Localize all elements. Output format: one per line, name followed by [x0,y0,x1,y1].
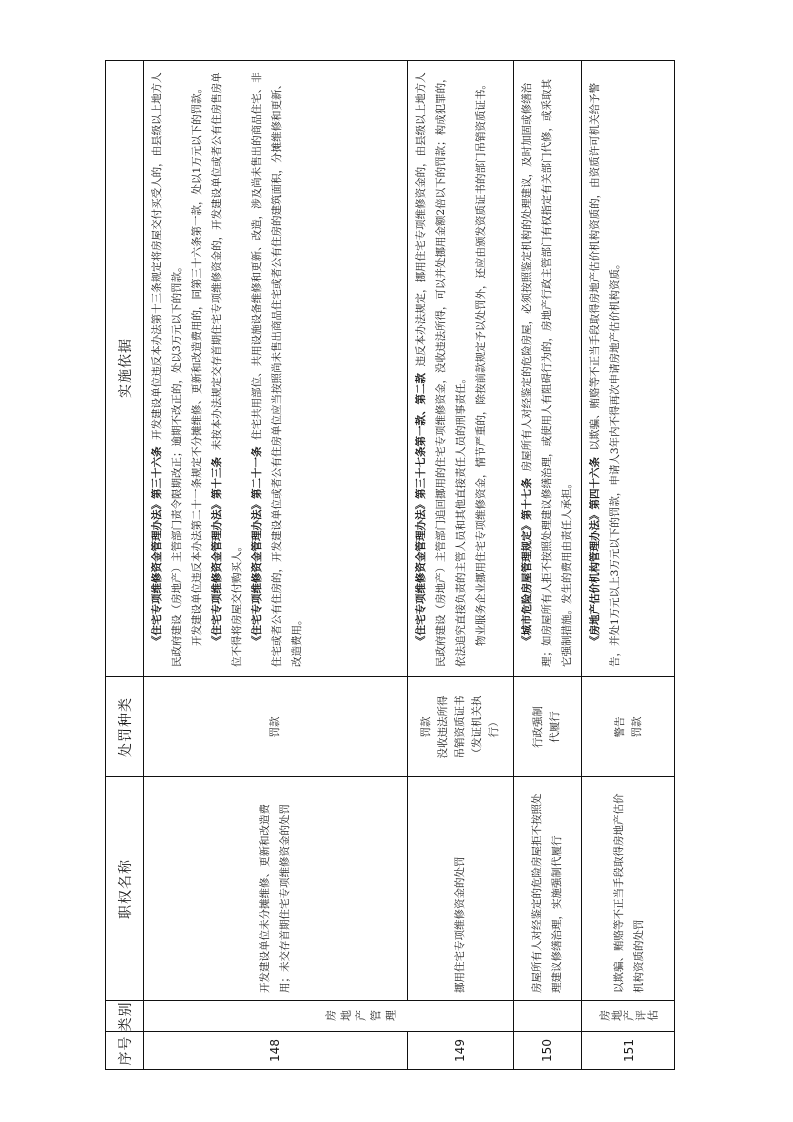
penalty-item: 罚款 [419,716,432,738]
header-basis: 实施依据 [117,338,134,398]
penalty-item: 吊销资质证书 [453,695,466,759]
row-148-name [143,777,407,1001]
row-151-category: 房地产评估 [598,1009,659,1023]
basis-paragraph [207,69,247,667]
basis-paragraph [147,69,187,667]
basis-text: 未按本办法规定交存首期住宅专项维修资金的，开发建设单位或者公有住房售房单位不得将房屋交付购买人。 [211,72,243,667]
row-149-name-text: 挪用住宅专项维修资金的处罚 [454,856,466,993]
penalty-item: 行） [487,716,500,738]
penalty-item: 罚款 [630,716,643,738]
category-group: 房地产管理 [324,1009,400,1023]
basis-text: 以欺骗、贿赂等不正当手段取得房地产估价机构资质的，由资质许可机关给予警告，并处1万元以上3万元以下的罚款，申请人3年内不得再次申请房地产估价机构资质。 [589,82,621,667]
basis-text: 开发建设单位违反本办法第十三条规定将房屋交付买受人的，由县级以上地方人民政府建设（房地产）主管部门责令限期改正；逾期不改正的，处以3万元以下的罚款。 [151,72,183,667]
basis-text: 开发建设单位违反本办法第二十一条规定不分摊维修、更新和改造费用的，同第三十六条第一款，处以1万元以下的罚款。 [191,82,203,646]
header-penalty-type: 处罚种类 [117,697,134,757]
row-151-seq: 151 [621,1039,636,1062]
row-149-seq: 149 [453,1039,467,1062]
basis-paragraph [411,69,471,667]
row-149-name [407,777,513,1001]
row-151-name [581,777,676,1001]
row-151-penalty [581,677,676,777]
row-151-name-text: 以欺骗、贿赂等不正当手段取得房地产估价机构资质的处罚 [612,793,645,993]
row-150-name [513,777,581,1001]
row-148-penalty-item: 罚款 [268,716,281,738]
basis-law: 《城市危险房屋管理规定》第十七条 [521,478,533,646]
basis-text: 违反本办法规定，挪用住宅专项维修资金的，由县级以上地方人民政府建设（房地产）主管部门追回挪用的住宅专项维修资金，没收违法所得，可以并处挪用金额2倍以下的罚款；构成犯罪的，依法追究直接负责的主管人员和其他直接责任人员的刑事责任。 [415,72,467,667]
basis-paragraph [517,69,577,667]
basis-text: 房屋所有人对经鉴定的危险房屋，必须按照鉴定机构的处理建议，及时加固或修缮治理；如房屋所有人拒不按照处理建议修缮治理，或使用人有阻碍行为的，房地产行政主管部门有权指定有关部门代修，或采取其它强制措施。发生的费用由责任人承担。 [521,79,573,667]
row-149-penalty [407,677,513,777]
basis-paragraph [247,69,307,667]
penalty-item: 代履行 [549,711,561,743]
header-seq: 序号 [117,1035,134,1066]
basis-paragraph [187,69,207,667]
basis-law: 《住宅专项维修资金管理办法》第三十七条第一款、第二款 [415,373,427,646]
row-150-seq: 150 [540,1039,554,1062]
row-150-basis [513,59,581,677]
basis-law: 《房地产估价机构管理办法》第四十六条 [589,457,601,646]
row-151-basis [581,59,676,677]
penalty-item: （发证机关执 [470,695,483,759]
row-150-name-text: 房屋所有人对经鉴定的危险房屋拒不按照处理建议修缮治理，实施强制代履行 [531,793,563,993]
header-name: 职权名称 [117,859,134,919]
row-150-penalty [513,677,581,777]
basis-law: 《住宅专项维修资金管理办法》第二十一条 [251,446,263,646]
row-148-penalty [143,677,407,777]
penalty-item: 行政强制 [532,706,544,748]
basis-paragraph [585,69,625,667]
row-149-basis [407,59,513,677]
basis-law: 《住宅专项维修资金管理办法》第十三条 [211,457,223,646]
header-category: 类别 [117,1001,134,1032]
penalty-item: 警告 [613,716,626,738]
row-148-name-text: 开发建设单位未分摊维修、更新和改造费用；未交存首期住宅专项维修资金的处罚 [259,804,291,993]
penalty-item: 没收违法所得 [436,695,449,759]
basis-text: 住宅共用部位、共用设施设备维修和更新、改造，涉及尚未售出的商品住宅、非住宅或者公有住房的，开发建设单位或者公有住房单位应当按照尚未售出商品住宅或者公有住房的建筑面积，分摊维修和更新、改造费用。 [251,72,303,667]
penalty-table [105,60,675,1070]
row-148-seq: 148 [268,1039,282,1062]
basis-paragraph [471,69,491,667]
basis-text: 物业服务企业挪用住宅专项维修资金，情节严重的，除按前款规定予以处罚外，还应由颁发资质证书的部门吊销资质证书。 [475,79,487,646]
row-148-basis [143,59,407,677]
basis-law: 《住宅专项维修资金管理办法》第三十六条 [151,446,163,646]
